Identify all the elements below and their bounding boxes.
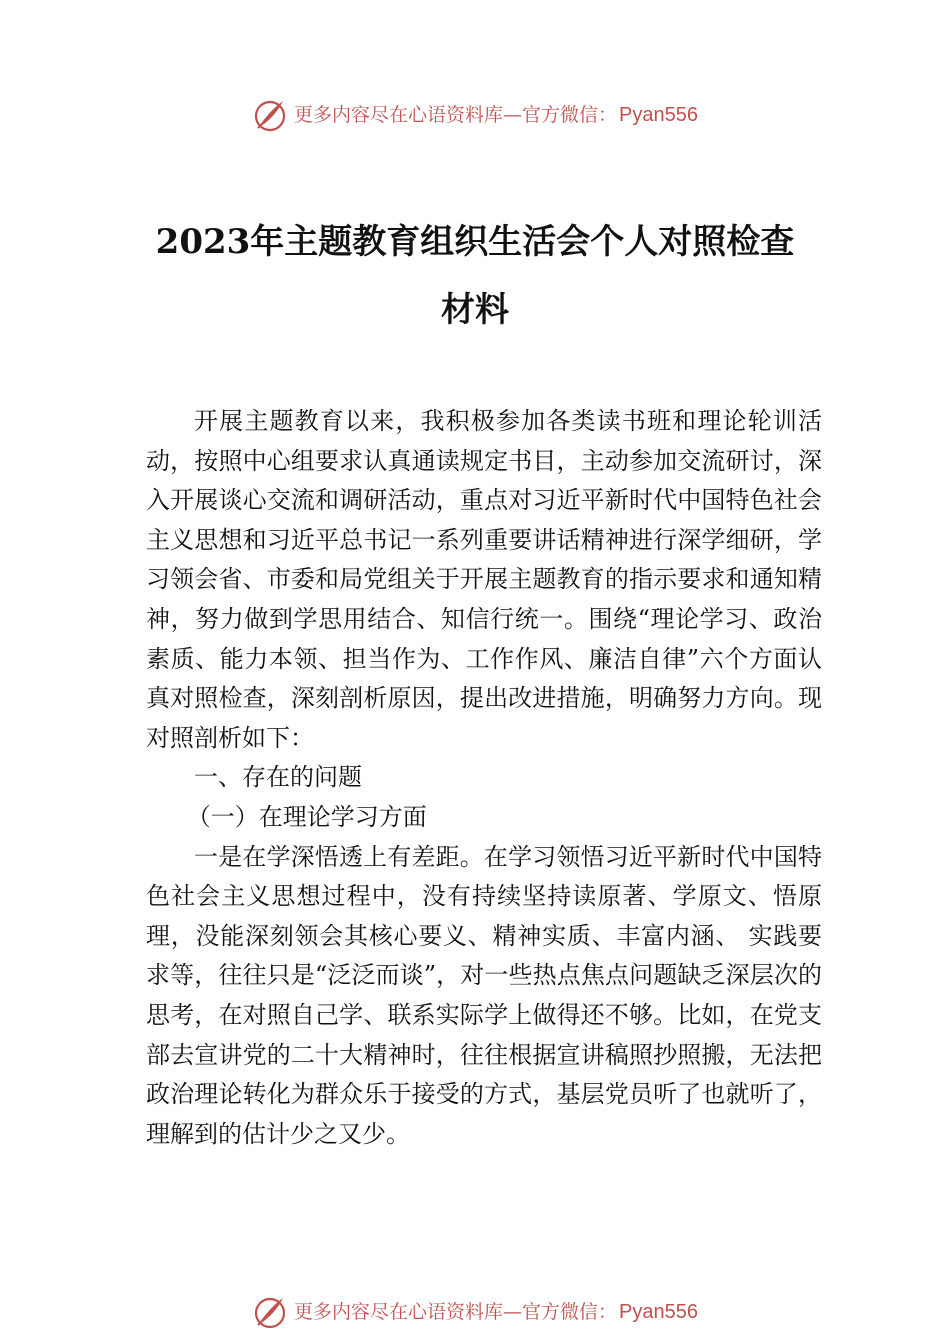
watermark-text: 更多内容尽在心语资料库—官方微信： bbox=[294, 104, 618, 126]
watermark-wechat-id: Pyan556 bbox=[619, 104, 698, 126]
document-body bbox=[146, 402, 822, 1154]
title-line-2: 材料 bbox=[441, 290, 509, 330]
quill-seal-icon bbox=[252, 97, 288, 133]
section-heading: 一、存在的问题 bbox=[194, 763, 362, 792]
title-line-1: 2023年主题教育组织生活会个人对照检查 bbox=[155, 222, 795, 262]
intro-paragraph: 开展主题教育以来，我积极参加各类读书班和理论轮训活动，按照中心组要求认真通读规定书目，主动参加交流研讨，深入开展谈心交流和调研活动，重点对习近平新时代中国特色社会主义思想和习近平总书记一系列重要讲话精神进行深学细研，学习领会省、市委和局党组关于开展主题教育的指示要求和通知精神，努力做到学思用结合、知信行统一。围绕“理论学习、政治素质、能力本领、担当作为、工作作风、廉洁自律”六个方面认真对照检查，深刻剖析原因，提出改进措施，明确努力方向。现对照剖析如下： bbox=[146, 407, 822, 752]
header-watermark bbox=[0, 97, 950, 133]
footer-watermark bbox=[0, 1294, 950, 1330]
watermark-wechat-id: Pyan556 bbox=[619, 1301, 698, 1323]
watermark-text: 更多内容尽在心语资料库—官方微信： bbox=[294, 1301, 618, 1323]
subsection-heading: （一）在理论学习方面 bbox=[186, 802, 427, 831]
quill-seal-icon bbox=[252, 1294, 288, 1330]
body-paragraph: 一是在学深悟透上有差距。在学习领悟习近平新时代中国特色社会主义思想过程中，没有持续坚持读原著、学原文、悟原理，没能深刻领会其核心要义、精神实质、丰富内涵、 实践要求等，往往只是“泛泛而谈”，对一些热点焦点问题缺乏深层次的思考，在对照自己学、联系实际学上做得还不够。比如，在党支部去宣讲党的二十大精神时，往往根据宣讲稿照抄照搬，无法把政治理论转化为群众乐于接受的方式，基层党员听了也就听了，理解到的估计少之又少。 bbox=[146, 842, 822, 1148]
document-title bbox=[120, 208, 830, 344]
